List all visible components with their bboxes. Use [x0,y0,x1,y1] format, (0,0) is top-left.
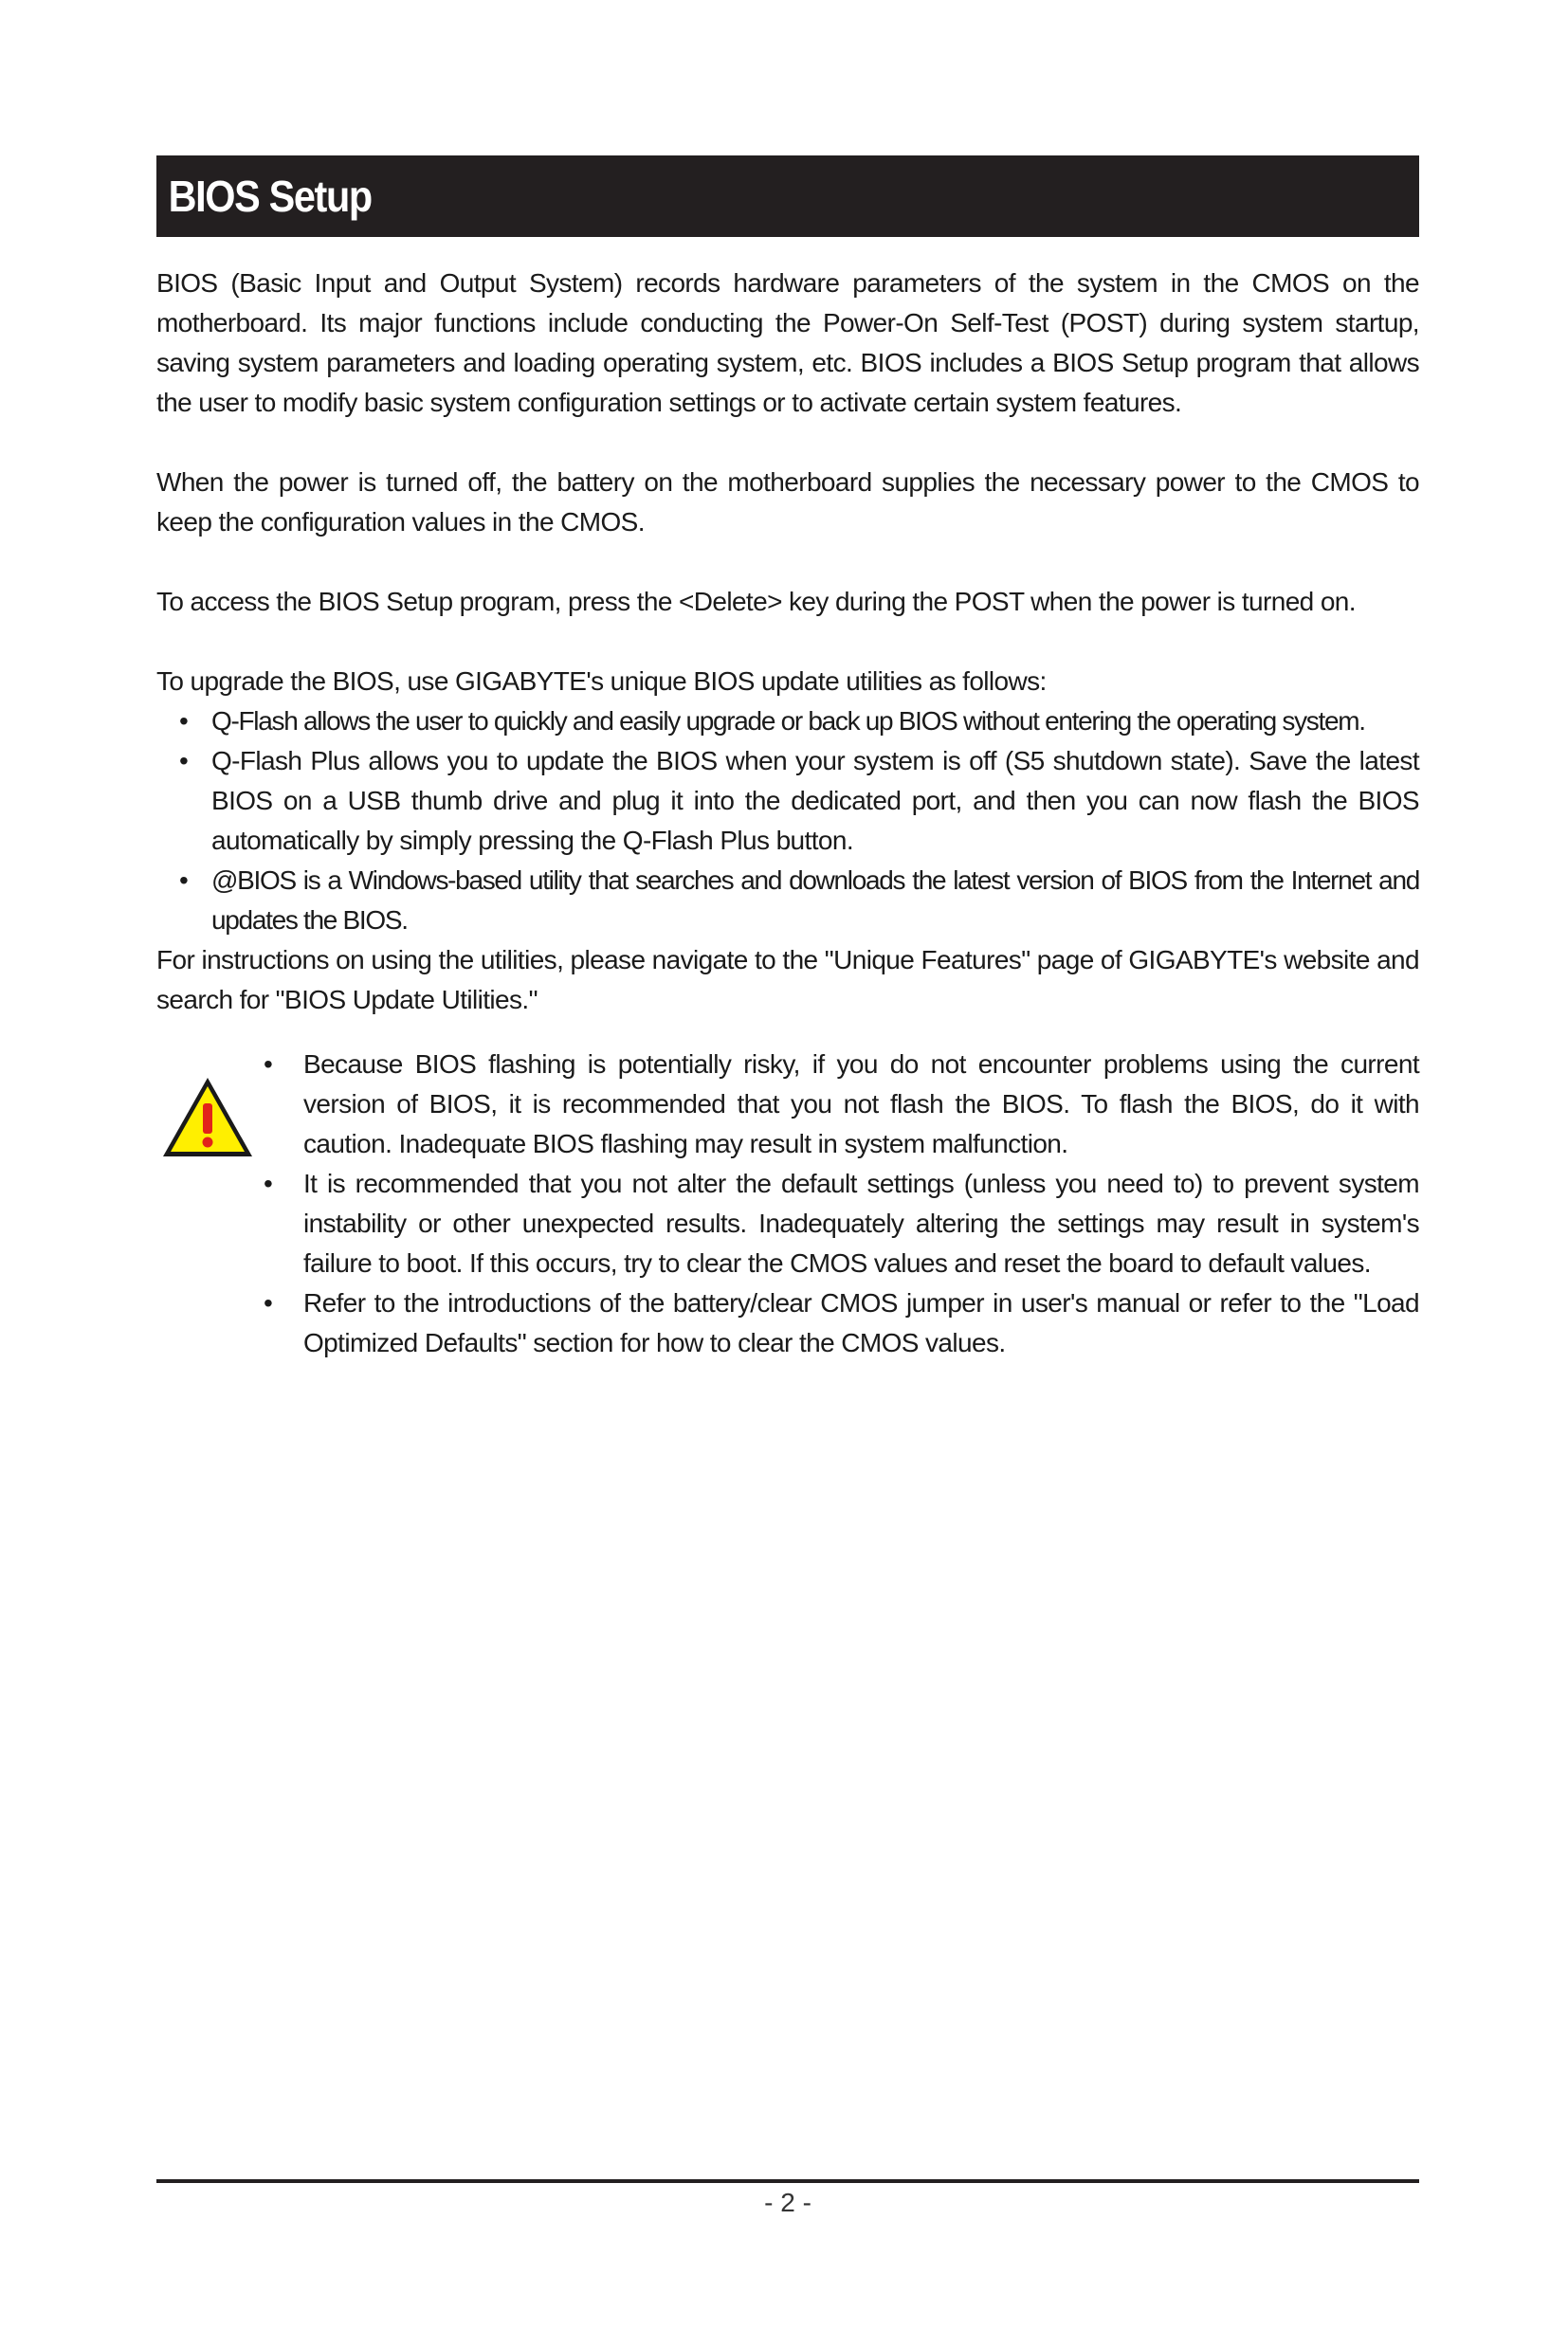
warning-clear-cmos-text: Refer to the introductions of the battery/clear CMOS jumper in user's manual or refer to the "Load Optimized Defaults" section for how to clear the CMOS values. [303,1288,1419,1357]
list-item [264,1283,1419,1363]
page-number: - 2 - [764,2188,811,2217]
battery-paragraph: When the power is turned off, the battery on the motherboard supplies the necessary power to the CMOS to keep the configuration values in the CMOS. [156,467,1419,537]
utility-list [156,701,1419,940]
bullet-glyph: • [264,1049,273,1079]
upgrade-paragraph: To upgrade the BIOS, use GIGABYTE's unique BIOS update utilities as follows: [156,666,1047,696]
warning-flash-risk-text: Because BIOS flashing is potentially risky, if you do not encounter problems using the current version of BIOS, it is recommended that you not flash the BIOS. To flash the BIOS, do it with caution. Inadequate BIOS flashing may result in system malfunction. [303,1049,1419,1158]
section-title: BIOS Setup [168,172,372,221]
list-item [264,1164,1419,1283]
warning-notice [156,1045,1419,1367]
warning-default-settings-text: It is recommended that you not alter the default settings (unless you need to) to prevent system instability or other unexpected results. Inadequately altering the settings may result in system's failure to boot. If this occurs, try to clear the CMOS values and reset the board to default values. [303,1169,1419,1278]
utility-qflash-plus-text: Q-Flash Plus allows you to update the BIOS when your system is off (S5 shutdown state). Save the latest BIOS on a USB thumb drive and plug it into the dedicated port, and then you can now flash the BIOS automatically by simply pressing the Q-Flash Plus button. [211,746,1419,855]
intro-paragraph: BIOS (Basic Input and Output System) records hardware parameters of the system in the CMOS on the motherboard. Its major functions include conducting the Power-On Self-Test (POST) during system startup, saving system parameters and loading operating system, etc. BIOS includes a BIOS Setup program that allows the user to modify basic system configuration settings or to activate certain system features. [156,268,1419,417]
utility-qflash-text: Q-Flash allows the user to quickly and easily upgrade or back up BIOS without entering the operating system. [211,706,1365,736]
instructions-paragraph: For instructions on using the utilities, please navigate to the "Unique Features" page of GIGABYTE's website and search for "BIOS Update Utilities." [156,945,1419,1014]
manual-page [156,0,1419,2329]
list-item [156,741,1419,861]
footer-divider [156,2179,1419,2183]
bullet-glyph: • [179,706,188,736]
list-item [156,701,1419,741]
list-item [264,1045,1419,1164]
bullet-glyph: • [179,746,189,775]
bullet-glyph: • [264,1288,273,1318]
warning-triangle-icon [160,1075,255,1160]
access-paragraph: To access the BIOS Setup program, press the <Delete> key during the POST when the power is turned on. [156,587,1356,616]
bullet-glyph: • [179,865,188,895]
utility-atbios-text: @BIOS is a Windows-based utility that searches and downloads the latest version of BIOS from the Internet and updates the BIOS. [211,865,1419,935]
list-item [156,861,1419,940]
bullet-glyph: • [264,1169,273,1198]
section-title-bar [156,155,1419,237]
warning-list [264,1045,1419,1363]
body-content [156,264,1419,1367]
